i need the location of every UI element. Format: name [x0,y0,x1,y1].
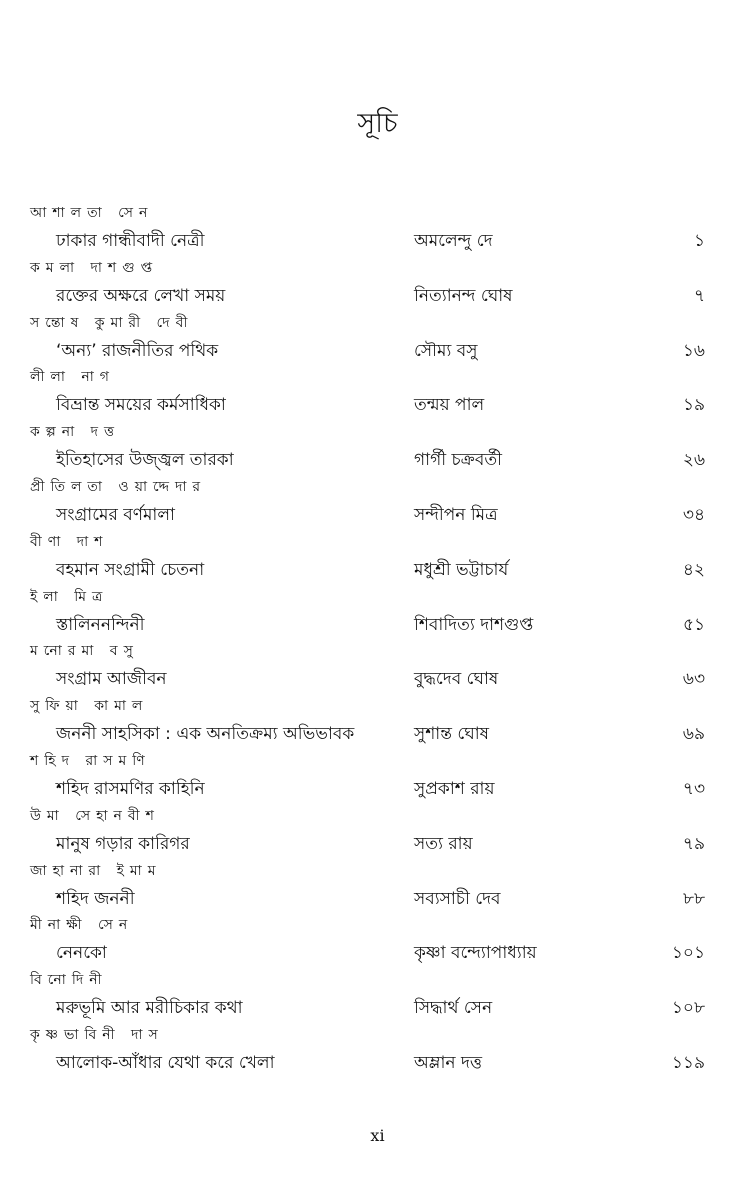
toc-essay-title: সংগ্রামের বর্ণমালা [56,504,175,525]
toc-page-number: ৫১ [682,614,705,635]
toc-essay-title: মানুষ গড়ার কারিগর [56,833,190,854]
toc-line [0,720,755,748]
toc-page-number: ৭৩ [682,778,705,799]
toc-page-number: ৬৩ [682,669,705,690]
toc-page-number: ১১৯ [671,1052,705,1073]
toc-author: কৃষ্ণা বন্দ্যোপাধ্যায় [414,943,537,964]
table-of-contents [0,201,755,1078]
toc-subject: প্রীতিলতা ওয়াদ্দেদার [30,478,207,495]
toc-entry [0,968,755,1023]
toc-page-number: ১৬ [682,340,705,361]
toc-entry [0,585,755,640]
toc-author: মধুশ্রী ভট্টাচার্য [414,559,509,580]
toc-essay-title: স্তালিননন্দিনী [56,614,145,635]
toc-subject: উমা সেহানবীশ [30,807,160,824]
toc-essay-title: সংগ্রাম আজীবন [56,669,167,690]
toc-author: সুপ্রকাশ রায় [414,778,495,799]
toc-author: তন্ময় পাল [414,395,485,416]
toc-entry [0,804,755,859]
toc-line [0,1049,755,1077]
toc-author: সত্য রায় [414,833,473,854]
toc-subject: কমলা দাশগুপ্ত [30,259,159,276]
toc-essay-title: আলোক-আঁধার যেথা করে খেলা [56,1052,275,1073]
toc-line [0,282,755,310]
toc-entry [0,639,755,694]
toc-page-number: ৭৯ [682,833,705,854]
toc-page-number: ৭ [693,285,705,306]
toc-subject: কৃষ্ণভাবিনী দাস [30,1026,164,1043]
toc-entry [0,749,755,804]
toc-page-number: ২৬ [682,450,705,471]
toc-line [0,501,755,529]
toc-line [0,939,755,967]
toc-subject: বীণা দাশ [30,533,109,550]
toc-subject: ইলা মিত্র [30,588,109,605]
toc-line [0,337,755,365]
toc-subject: লীলা নাগ [30,369,115,386]
toc-essay-title: শহিদ রাসমণির কাহিনি [56,778,205,799]
toc-page-number: ১৯ [682,395,705,416]
toc-line [0,227,755,255]
toc-page-number: ১০১ [671,943,705,964]
toc-subject: বিনোদিনী [30,972,108,989]
toc-author: সিদ্ধার্থ সেন [414,998,493,1019]
toc-author: নিত্যানন্দ ঘোষ [414,285,513,306]
toc-page-number: ৩৪ [682,504,705,525]
toc-entry [0,256,755,311]
toc-author: সব্যসাচী দেব [414,888,501,909]
toc-essay-title: বহমান সংগ্রামী চেতনা [56,559,205,580]
toc-entry [0,694,755,749]
toc-author: সুশান্ত ঘোষ [414,724,490,745]
toc-essay-title: ‘অন্য’ রাজনীতির পথিক [56,340,219,361]
toc-author: অমলেন্দু দে [414,231,493,251]
toc-subject: সন্তোষ কুমারী দেবী [30,314,194,331]
toc-subject: মীনাক্ষী সেন [30,917,134,934]
toc-essay-title: মরুভূমি আর মরীচিকার কথা [56,998,243,1019]
toc-line [0,556,755,584]
toc-line [0,611,755,639]
toc-entry [0,420,755,475]
toc-subject: মনোরমা বসু [30,643,139,660]
toc-entry [0,201,755,256]
toc-entry [0,1023,755,1078]
toc-page-number: ১০৮ [671,998,705,1019]
toc-essay-title: ইতিহাসের উজ্জ্বল তারকা [56,450,234,471]
toc-entry [0,530,755,585]
toc-entry [0,365,755,420]
toc-page-number: ৬৯ [682,724,705,745]
toc-page-number: ৮৮ [682,888,705,909]
toc-entry [0,859,755,914]
toc-author: গার্গী চক্রবর্তী [414,450,502,471]
toc-line [0,446,755,474]
toc-line [0,391,755,419]
toc-line [0,775,755,803]
toc-line [0,665,755,693]
toc-subject: শহিদ রাসমণি [30,752,151,769]
toc-author: বুদ্ধদেব ঘোষ [414,669,499,690]
toc-essay-title: জননী সাহসিকা : এক অনতিক্রম্য অভিভাবক [56,724,355,745]
toc-author: শিবাদিত্য দাশগুপ্ত [414,614,534,635]
toc-line [0,830,755,858]
toc-author: সন্দীপন মিত্র [414,504,498,525]
toc-subject: আশালতা সেন [30,205,154,221]
toc-line [0,885,755,913]
toc-page-number: ৪২ [682,559,705,580]
footer-page-number: xi [370,1126,385,1145]
toc-essay-title: বিভ্রান্ত সময়ের কর্মসাধিকা [56,395,226,416]
toc-entry [0,913,755,968]
toc-author: অম্লান দত্ত [414,1052,483,1073]
toc-subject: জাহানারা ইমাম [30,862,162,879]
toc-essay-title: ঢাকার গান্ধীবাদী নেত্রী [56,231,205,251]
toc-entry [0,311,755,366]
toc-entry [0,475,755,530]
toc-subject: কল্পনা দত্ত [30,424,121,441]
page-title: সূচি [357,108,398,139]
toc-essay-title: নেনকো [56,943,107,964]
toc-subject: সুফিয়া কামাল [30,698,149,715]
toc-essay-title: শহিদ জননী [56,888,135,909]
toc-page-number: ১ [693,231,705,251]
toc-essay-title: রক্তের অক্ষরে লেখা সময় [56,285,226,306]
toc-line [0,994,755,1022]
toc-author: সৌম্য বসু [414,340,478,361]
